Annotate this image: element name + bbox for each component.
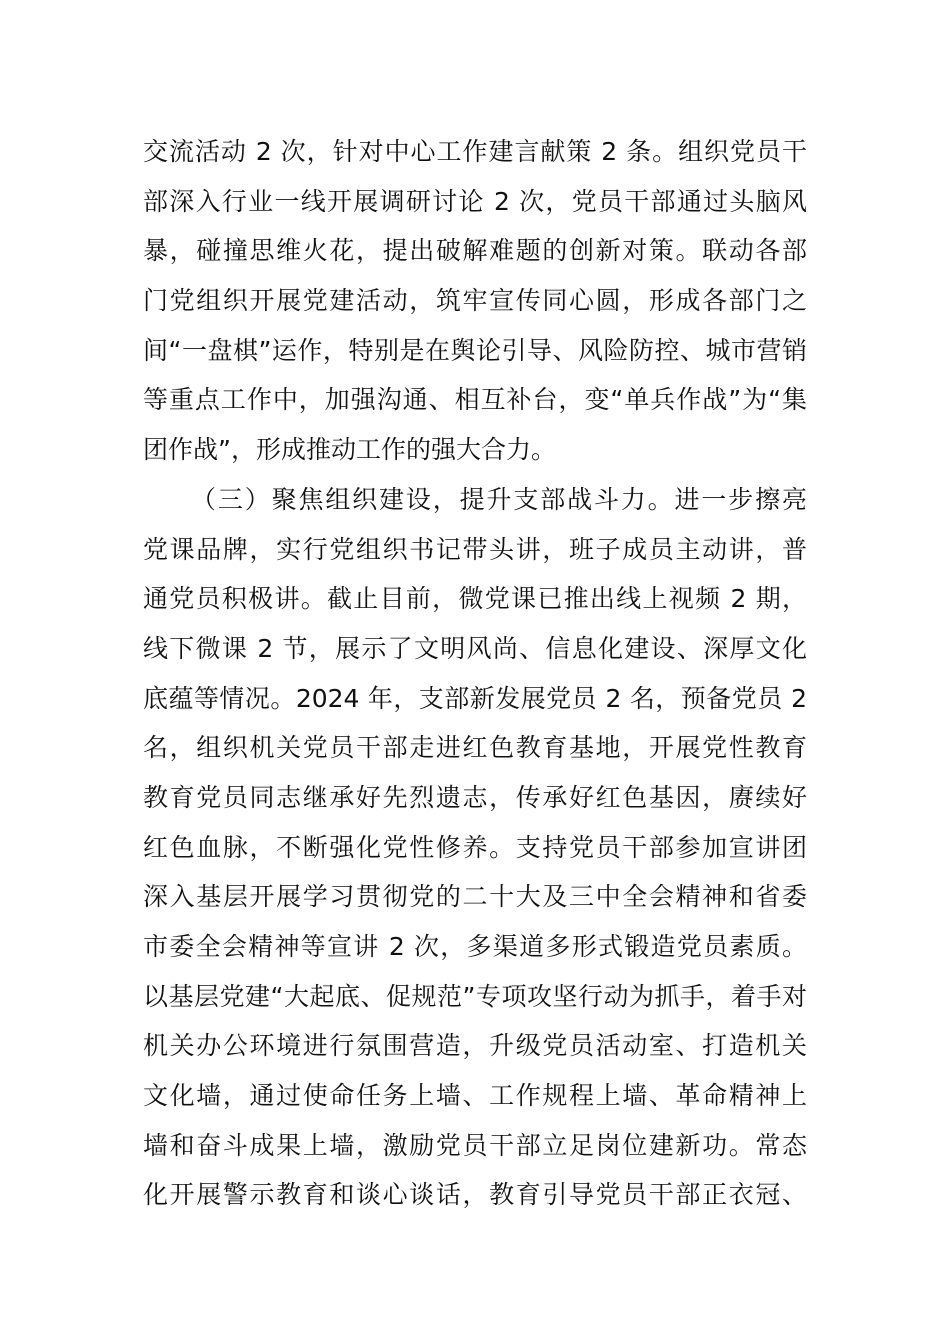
text-line: 墙和奋斗成果上墙，激励党员干部立足岗位建新功。常态 (143, 1130, 807, 1160)
section-heading-line: （三）聚焦组织建设，提升支部战斗力。进一步擦亮 (191, 484, 807, 514)
body-text (143, 127, 807, 1220)
text-line: 间“一盘棋”运作，特别是在舆论引导、风险防控、城市营销 (143, 335, 807, 365)
text-line: 门党组织开展党建活动，筑牢宣传同心圆，形成各部门之 (143, 286, 807, 316)
text-line: 团作战”，形成推动工作的强大合力。 (143, 435, 556, 465)
text-line: 教育党员同志继承好先烈遗志，传承好红色基因，赓续好 (143, 782, 807, 812)
text-line: 深入基层开展学习贯彻党的二十大及三中全会精神和省委 (143, 882, 807, 912)
text-line: 红色血脉，不断强化党性修养。支持党员干部参加宣讲团 (143, 832, 807, 862)
text-line: 等重点工作中，加强沟通、相互补台，变“单兵作战”为“集 (143, 385, 807, 415)
text-line: 文化墙，通过使命任务上墙、工作规程上墙、革命精神上 (143, 1081, 807, 1111)
text-line: 通党员积极讲。截止目前，微党课已推出线上视频 2 期， (143, 584, 807, 614)
text-line: 党课品牌，实行党组织书记带头讲，班子成员主动讲，普 (143, 534, 807, 564)
text-line: 底蕴等情况。2024 年，支部新发展党员 2 名，预备党员 2 (143, 683, 807, 713)
text-line: 化开展警示教育和谈心谈话，教育引导党员干部正衣冠、 (143, 1180, 807, 1210)
text-line: 市委全会精神等宣讲 2 次，多渠道多形式锻造党员素质。 (143, 932, 807, 961)
text-line: 名，组织机关党员干部走进红色教育基地，开展党性教育 (143, 733, 807, 763)
text-line: 线下微课 2 节，展示了文明风尚、信息化建设、深厚文化 (143, 633, 807, 663)
text-line: 交流活动 2 次，针对中心工作建言献策 2 条。组织党员干 (143, 137, 807, 166)
text-line: 机关办公环境进行氛围营造，升级党员活动室、打造机关 (143, 1031, 807, 1061)
text-line: 部深入行业一线开展调研讨论 2 次，党员干部通过头脑风 (143, 186, 807, 216)
text-line: 以基层党建“大起底、促规范”专项攻坚行动为抓手，着手对 (143, 981, 807, 1011)
text-line: 暴，碰撞思维火花，提出破解难题的创新对策。联动各部 (143, 236, 807, 266)
